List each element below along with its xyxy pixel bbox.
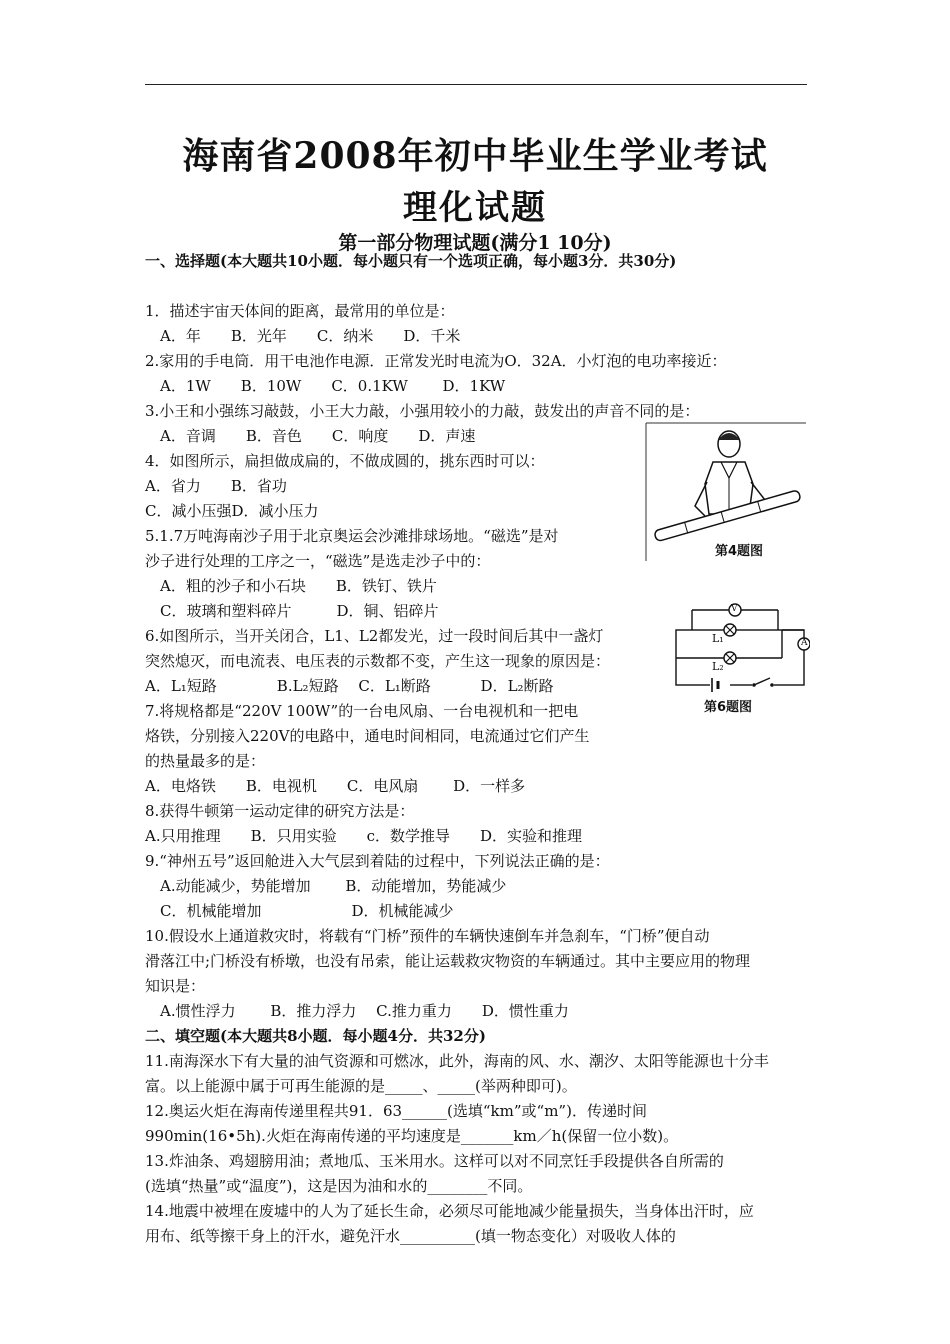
question-line: 12.奥运火炬在海南传递里程共91．63______(选填“km”或“m”)．传递时间 bbox=[145, 1102, 647, 1120]
options-line: A.只用推理 B．只用实验 c．数学推导 D．实验和推理 bbox=[145, 827, 583, 845]
question-line: 11.南海深水下有大量的油气资源和可燃冰，此外，海南的风、水、潮汐、太阳等能源也十分丰 bbox=[145, 1052, 769, 1070]
figure-4 bbox=[645, 422, 807, 562]
options-line: A.动能减少，势能增加 B．动能增加，势能减少 bbox=[160, 877, 507, 895]
options-line: A．L₁短路 B.L₂短路 C．L₁断路 D．L₂断路 bbox=[145, 677, 554, 695]
options-line: C．减小压强D．减小压力 bbox=[145, 502, 319, 520]
options-line: C．机械能增加 D．机械能减少 bbox=[160, 902, 454, 920]
figure-4-caption: 第4题图 bbox=[715, 544, 764, 559]
figure-6-caption: 第6题图 bbox=[704, 700, 753, 715]
question-line: 13.炸油条、鸡翅膀用油；煮地瓜、玉米用水。这样可以对不同烹饪手段提供各自所需的 bbox=[145, 1152, 724, 1170]
options-line: A.惯性浮力 B．推力浮力 C.推力重力 D．惯性重力 bbox=[160, 1002, 569, 1020]
options-line: A．音调 B．音色 C．响度 D．声速 bbox=[160, 427, 476, 445]
part-heading: 第一部分物理试题(满分1 10分) bbox=[338, 232, 612, 254]
question-line: 的热量最多的是： bbox=[145, 752, 266, 770]
options-line: A．省力 B．省功 bbox=[145, 477, 287, 495]
ammeter-label: A bbox=[801, 638, 808, 648]
question-line: 8.获得牛顿第一运动定律的研究方法是： bbox=[145, 802, 415, 820]
question-line: 990min(16•5h).火炬在海南传递的平均速度是_______km／h(保留一位小数)。 bbox=[145, 1127, 679, 1145]
l2-label: L₂ bbox=[712, 660, 724, 673]
question-line: 10.假设水上通道救灾时，将载有“门桥”预件的车辆快速倒车并急刹车，“门桥”便自动 bbox=[145, 927, 710, 945]
question-line: 7.将规格都是“220V 100W”的一台电风扇、一台电视机和一把电 bbox=[145, 702, 579, 720]
options-line: C．玻璃和塑料碎片 D．铜、铝碎片 bbox=[160, 602, 439, 620]
question-line: 滑落江中;门桥没有桥墩，也没有吊索，能让运载救灾物资的车辆通过。其中主要应用的物理 bbox=[145, 952, 751, 970]
question-line: 突然熄灭，而电流表、电压表的示数都不变，产生这一现象的原因是： bbox=[145, 652, 611, 670]
question-line: (选填“热量”或“温度”)，这是因为油和水的________不同。 bbox=[145, 1177, 533, 1195]
options-line: A．1W B．10W C．0.1KW D．1KW bbox=[160, 377, 506, 395]
section-heading-fill: 二、填空题(本大题共8小题．每小题4分．共32分) bbox=[145, 1027, 486, 1045]
question-line: 6.如图所示，当开关闭合，L1、L2都发光，过一段时间后其中一盏灯 bbox=[145, 627, 604, 645]
question-line: 5.1.7万吨海南沙子用于北京奥运会沙滩排球场地。“磁选”是对 bbox=[145, 527, 559, 545]
l1-label: L₁ bbox=[712, 632, 724, 645]
question-line: 用布、纸等擦干身上的汗水，避免汗水__________(填一物态变化）对吸收人体的 bbox=[145, 1227, 676, 1245]
options-line: A．粗的沙子和小石块 B．铁钉、铁片 bbox=[160, 577, 437, 595]
options-line: A．电烙铁 B．电视机 C．电风扇 D．一样多 bbox=[145, 777, 526, 795]
circuit-diagram bbox=[670, 596, 810, 696]
question-line: 沙子进行处理的工序之一，“磁选”是选走沙子中的： bbox=[145, 552, 491, 570]
question-line: 9.“神州五号”返回舱进入大气层到着陆的过程中，下列说法正确的是： bbox=[145, 852, 610, 870]
exam-title: 海南省2008年初中毕业生学业考试 bbox=[182, 135, 768, 177]
question-line: 14.地震中被埋在废墟中的人为了延长生命，必须尽可能地减少能量损失，当身体出汗时，应 bbox=[145, 1202, 754, 1220]
options-line: A．年 B．光年 C．纳米 D．千米 bbox=[160, 327, 461, 345]
top-rule bbox=[145, 84, 807, 85]
figure-6 bbox=[670, 596, 810, 716]
question-line: 烙铁，分别接入220V的电路中，通电时间相同，电流通过它们产生 bbox=[145, 727, 590, 745]
question-line: 1．描述宇宙天体间的距离，最常用的单位是： bbox=[145, 302, 455, 320]
question-line: 4．如图所示，扁担做成扁的，不做成圆的，挑东西时可以： bbox=[145, 452, 545, 470]
section-heading-choice: 一、选择题(本大题共10小题．每小题只有一个选项正确，每小题3分．共30分) bbox=[145, 252, 677, 270]
question-line: 3.小王和小强练习敲鼓，小王大力敲，小强用较小的力敲，鼓发出的声音不同的是： bbox=[145, 402, 700, 420]
question-line: 2.家用的手电筒．用干电池作电源．正常发光时电流为O．32A．小灯泡的电功率接近： bbox=[145, 352, 727, 370]
question-line: 富。以上能源中属于可再生能源的是_____、_____(举两种即可)。 bbox=[145, 1077, 577, 1095]
voltmeter-label: V bbox=[731, 604, 738, 614]
exam-subtitle: 理化试题 bbox=[403, 188, 547, 228]
question-line: 知识是： bbox=[145, 977, 206, 995]
